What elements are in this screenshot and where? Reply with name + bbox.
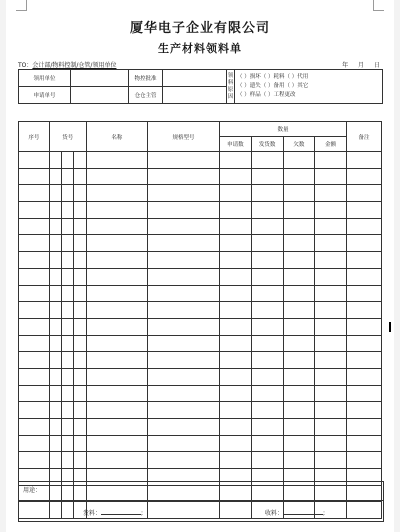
table-cell[interactable]	[49, 335, 61, 352]
table-cell[interactable]	[148, 435, 220, 452]
table-cell[interactable]	[49, 252, 61, 269]
table-cell[interactable]	[251, 452, 283, 469]
table-cell[interactable]	[347, 218, 382, 235]
table-cell[interactable]	[19, 318, 50, 335]
table-cell[interactable]	[19, 402, 50, 419]
table-cell[interactable]	[347, 385, 382, 402]
table-cell[interactable]	[219, 352, 251, 369]
table-row	[19, 419, 382, 436]
table-cell[interactable]	[148, 218, 220, 235]
table-cell[interactable]	[62, 385, 74, 402]
table-cell[interactable]	[347, 285, 382, 302]
table-row	[19, 235, 382, 252]
date-day: 日	[373, 62, 380, 69]
table-cell[interactable]	[74, 252, 86, 269]
table-cell[interactable]	[148, 352, 220, 369]
table-cell[interactable]	[74, 335, 86, 352]
table-cell[interactable]	[19, 152, 50, 169]
table-cell[interactable]	[251, 235, 283, 252]
col-remarks: 备注	[347, 122, 382, 152]
table-cell[interactable]	[347, 419, 382, 436]
table-row	[19, 318, 382, 335]
table-cell[interactable]	[19, 235, 50, 252]
table-cell[interactable]	[283, 235, 315, 252]
table-cell[interactable]	[315, 268, 347, 285]
col-owed: 欠数	[283, 137, 315, 152]
table-cell[interactable]	[251, 218, 283, 235]
table-cell[interactable]	[148, 168, 220, 185]
recipients-prefix: TO：	[18, 62, 33, 69]
table-cell[interactable]	[49, 318, 61, 335]
table-cell[interactable]	[49, 452, 61, 469]
table-cell[interactable]	[347, 268, 382, 285]
table-cell[interactable]	[251, 419, 283, 436]
col-spec: 规格型号	[148, 122, 220, 152]
table-cell[interactable]	[148, 318, 220, 335]
table-cell[interactable]	[148, 185, 220, 202]
table-cell[interactable]	[283, 252, 315, 269]
table-cell[interactable]	[251, 368, 283, 385]
table-row	[19, 335, 382, 352]
table-cell[interactable]	[315, 452, 347, 469]
table-cell[interactable]	[86, 435, 148, 452]
table-cell[interactable]	[74, 268, 86, 285]
table-cell[interactable]	[283, 285, 315, 302]
table-row	[19, 168, 382, 185]
table-cell[interactable]	[283, 168, 315, 185]
table-cell[interactable]	[49, 235, 61, 252]
table-cell[interactable]	[315, 402, 347, 419]
table-cell[interactable]	[148, 202, 220, 219]
table-cell[interactable]	[49, 385, 61, 402]
table-cell[interactable]	[86, 185, 148, 202]
table-cell[interactable]	[74, 419, 86, 436]
col-amount: 金额	[315, 137, 347, 152]
table-cell[interactable]	[49, 218, 61, 235]
request-no-field[interactable]	[71, 87, 129, 104]
form-title: 生产材料领料单	[158, 42, 242, 55]
table-cell[interactable]	[49, 402, 61, 419]
col-requested: 申请数	[219, 137, 251, 152]
table-cell[interactable]	[219, 318, 251, 335]
table-cell[interactable]	[49, 202, 61, 219]
table-cell[interactable]	[62, 185, 74, 202]
table-cell[interactable]	[219, 285, 251, 302]
col-seq: 序号	[19, 122, 50, 152]
table-cell[interactable]	[19, 168, 50, 185]
table-cell[interactable]	[283, 352, 315, 369]
table-cell[interactable]	[347, 368, 382, 385]
table-row	[19, 152, 382, 169]
table-cell[interactable]	[74, 318, 86, 335]
crop-mark-top-left	[16, 0, 27, 11]
purpose-label: 用途：	[23, 487, 42, 494]
table-cell[interactable]	[251, 252, 283, 269]
table-cell[interactable]	[62, 335, 74, 352]
table-cell[interactable]	[219, 385, 251, 402]
text-cursor	[389, 322, 391, 332]
table-row	[19, 368, 382, 385]
table-cell[interactable]	[19, 368, 50, 385]
table-cell[interactable]	[49, 352, 61, 369]
table-cell[interactable]	[283, 368, 315, 385]
table-cell[interactable]	[347, 252, 382, 269]
table-cell[interactable]	[315, 285, 347, 302]
table-cell[interactable]	[49, 268, 61, 285]
table-cell[interactable]	[86, 402, 148, 419]
table-cell[interactable]	[62, 235, 74, 252]
col-name: 名称	[86, 122, 148, 152]
table-cell[interactable]	[219, 368, 251, 385]
table-cell[interactable]	[283, 185, 315, 202]
table-cell[interactable]	[347, 335, 382, 352]
dept-field[interactable]	[71, 70, 129, 87]
table-cell[interactable]	[86, 452, 148, 469]
table-cell[interactable]	[219, 435, 251, 452]
col-part-no: 货号	[49, 122, 86, 152]
table-cell[interactable]	[315, 318, 347, 335]
table-cell[interactable]	[283, 302, 315, 319]
table-cell[interactable]	[62, 419, 74, 436]
table-cell[interactable]	[315, 352, 347, 369]
table-cell[interactable]	[49, 302, 61, 319]
recipients-line	[18, 60, 116, 69]
table-cell[interactable]	[219, 419, 251, 436]
table-cell[interactable]	[283, 435, 315, 452]
table-cell[interactable]	[251, 335, 283, 352]
table-cell[interactable]	[86, 368, 148, 385]
table-cell[interactable]	[315, 235, 347, 252]
approval-label: 物控批准	[129, 70, 163, 87]
table-cell[interactable]	[315, 168, 347, 185]
info-table	[18, 69, 383, 104]
table-cell[interactable]	[251, 302, 283, 319]
table-cell[interactable]	[315, 335, 347, 352]
col-quantity: 数量	[219, 122, 346, 137]
table-cell[interactable]	[86, 385, 148, 402]
table-cell[interactable]	[219, 402, 251, 419]
table-row	[19, 385, 382, 402]
table-cell[interactable]	[283, 202, 315, 219]
table-cell[interactable]	[251, 185, 283, 202]
table-cell[interactable]	[283, 318, 315, 335]
table-cell[interactable]	[19, 335, 50, 352]
table-cell[interactable]	[74, 218, 86, 235]
table-cell[interactable]	[315, 368, 347, 385]
table-cell[interactable]	[19, 452, 50, 469]
table-cell[interactable]	[86, 152, 148, 169]
table-cell[interactable]	[49, 285, 61, 302]
warehouse-field[interactable]	[163, 87, 227, 104]
table-cell[interactable]	[86, 419, 148, 436]
date-line	[342, 60, 380, 69]
table-cell[interactable]	[19, 285, 50, 302]
table-cell[interactable]	[74, 352, 86, 369]
table-cell[interactable]	[315, 419, 347, 436]
table-cell[interactable]	[19, 419, 50, 436]
table-cell[interactable]	[49, 168, 61, 185]
table-cell[interactable]	[148, 252, 220, 269]
company-name: 厦华电子企业有限公司	[129, 21, 270, 36]
table-cell[interactable]	[62, 252, 74, 269]
table-cell[interactable]	[283, 268, 315, 285]
table-cell[interactable]	[315, 302, 347, 319]
table-cell[interactable]	[219, 152, 251, 169]
table-cell[interactable]	[62, 402, 74, 419]
table-cell[interactable]	[219, 168, 251, 185]
table-cell[interactable]	[347, 302, 382, 319]
table-cell[interactable]	[62, 318, 74, 335]
table-cell[interactable]	[62, 218, 74, 235]
table-cell[interactable]	[49, 185, 61, 202]
table-cell[interactable]	[86, 168, 148, 185]
table-cell[interactable]	[219, 185, 251, 202]
table-cell[interactable]	[86, 235, 148, 252]
table-cell[interactable]	[347, 202, 382, 219]
table-row	[19, 185, 382, 202]
table-cell[interactable]	[74, 435, 86, 452]
table-cell[interactable]	[74, 152, 86, 169]
table-cell[interactable]	[315, 218, 347, 235]
materials-table	[18, 121, 382, 519]
table-cell[interactable]	[219, 268, 251, 285]
table-cell[interactable]	[283, 335, 315, 352]
table-cell[interactable]	[315, 435, 347, 452]
table-cell[interactable]	[86, 252, 148, 269]
table-cell[interactable]	[148, 419, 220, 436]
table-cell[interactable]	[148, 285, 220, 302]
table-cell[interactable]	[49, 368, 61, 385]
table-cell[interactable]	[148, 452, 220, 469]
table-cell[interactable]	[74, 302, 86, 319]
table-cell[interactable]	[148, 235, 220, 252]
table-cell[interactable]	[251, 402, 283, 419]
table-cell[interactable]	[49, 435, 61, 452]
table-cell[interactable]	[148, 335, 220, 352]
table-cell[interactable]	[315, 152, 347, 169]
table-cell[interactable]	[219, 252, 251, 269]
table-cell[interactable]	[86, 218, 148, 235]
table-cell[interactable]	[251, 435, 283, 452]
table-row	[19, 285, 382, 302]
table-cell[interactable]	[347, 352, 382, 369]
table-cell[interactable]	[49, 152, 61, 169]
table-cell[interactable]	[62, 268, 74, 285]
table-cell[interactable]	[219, 218, 251, 235]
table-cell[interactable]	[251, 318, 283, 335]
table-cell[interactable]	[315, 202, 347, 219]
table-cell[interactable]	[86, 318, 148, 335]
table-cell[interactable]	[219, 452, 251, 469]
table-row	[19, 268, 382, 285]
table-cell[interactable]	[251, 285, 283, 302]
table-cell[interactable]	[315, 385, 347, 402]
materials-rows	[19, 152, 382, 519]
table-cell[interactable]	[19, 185, 50, 202]
table-cell[interactable]	[148, 268, 220, 285]
table-cell[interactable]	[251, 268, 283, 285]
table-cell[interactable]	[219, 302, 251, 319]
table-row	[19, 252, 382, 269]
table-row	[19, 202, 382, 219]
table-cell[interactable]	[251, 385, 283, 402]
table-cell[interactable]	[74, 235, 86, 252]
crop-mark-top-right	[373, 0, 384, 11]
table-cell[interactable]	[251, 168, 283, 185]
table-cell[interactable]	[86, 268, 148, 285]
table-cell[interactable]	[347, 235, 382, 252]
table-cell[interactable]	[74, 368, 86, 385]
table-row	[19, 218, 382, 235]
table-cell[interactable]	[19, 218, 50, 235]
table-cell[interactable]	[74, 185, 86, 202]
table-cell[interactable]	[283, 419, 315, 436]
dept-label: 领用单位	[19, 70, 71, 87]
table-row	[19, 402, 382, 419]
table-cell[interactable]	[347, 168, 382, 185]
table-cell[interactable]	[74, 202, 86, 219]
table-cell[interactable]	[19, 202, 50, 219]
table-cell[interactable]	[62, 152, 74, 169]
table-row	[19, 302, 382, 319]
warehouse-label: 仓仓主管	[129, 87, 163, 104]
col-issued: 发货数	[251, 137, 283, 152]
table-row	[19, 452, 382, 469]
table-row	[19, 435, 382, 452]
table-cell[interactable]	[315, 252, 347, 269]
table-cell[interactable]	[347, 452, 382, 469]
date-month: 月	[358, 62, 365, 69]
table-cell[interactable]	[19, 352, 50, 369]
table-cell[interactable]	[86, 202, 148, 219]
table-cell[interactable]	[283, 402, 315, 419]
table-cell[interactable]	[251, 152, 283, 169]
table-cell[interactable]	[347, 318, 382, 335]
table-cell[interactable]	[19, 435, 50, 452]
table-cell[interactable]	[19, 268, 50, 285]
table-cell[interactable]	[62, 302, 74, 319]
table-cell[interactable]	[219, 335, 251, 352]
table-cell[interactable]	[315, 185, 347, 202]
table-cell[interactable]	[62, 285, 74, 302]
table-cell[interactable]	[86, 335, 148, 352]
table-cell[interactable]	[283, 218, 315, 235]
signature-row	[18, 500, 384, 522]
table-cell[interactable]	[19, 302, 50, 319]
table-cell[interactable]	[74, 385, 86, 402]
table-cell[interactable]	[19, 252, 50, 269]
table-cell[interactable]	[283, 385, 315, 402]
usage-reason-options[interactable]: （ ）损坏（ ）耗料（ ）代用 （ ）遗失（ ）备用（ ）其它 （ ）样品（ ）工程更改	[235, 70, 383, 104]
table-cell[interactable]	[62, 352, 74, 369]
table-cell[interactable]	[251, 352, 283, 369]
table-cell[interactable]	[347, 152, 382, 169]
table-cell[interactable]	[148, 368, 220, 385]
table-cell[interactable]	[74, 285, 86, 302]
document-page	[6, 0, 394, 532]
table-cell[interactable]	[251, 202, 283, 219]
purpose-row[interactable]	[18, 481, 384, 500]
table-cell[interactable]	[62, 368, 74, 385]
table-cell[interactable]	[62, 168, 74, 185]
table-cell[interactable]	[347, 435, 382, 452]
table-row	[19, 352, 382, 369]
table-cell[interactable]	[86, 302, 148, 319]
table-cell[interactable]	[86, 352, 148, 369]
table-cell[interactable]	[148, 385, 220, 402]
table-cell[interactable]	[219, 202, 251, 219]
table-cell[interactable]	[283, 452, 315, 469]
table-cell[interactable]	[62, 435, 74, 452]
table-cell[interactable]	[74, 402, 86, 419]
approval-field[interactable]	[163, 70, 227, 87]
recipients-list: 会计部/物料控制/仓管/领用单位	[32, 62, 117, 69]
table-cell[interactable]	[74, 452, 86, 469]
table-cell[interactable]	[148, 402, 220, 419]
usage-reason-label: 领 料 原 因	[227, 70, 235, 104]
request-no-label: 申请单号	[19, 87, 71, 104]
table-cell[interactable]	[148, 152, 220, 169]
table-cell[interactable]	[283, 152, 315, 169]
table-cell[interactable]	[19, 385, 50, 402]
receiver-signature[interactable]: 收料： ;	[265, 510, 326, 517]
table-cell[interactable]	[219, 235, 251, 252]
table-cell[interactable]	[49, 419, 61, 436]
table-cell[interactable]	[347, 402, 382, 419]
table-cell[interactable]	[148, 302, 220, 319]
table-cell[interactable]	[62, 202, 74, 219]
issuer-signature[interactable]: 发料： ;	[83, 510, 144, 517]
table-cell[interactable]	[86, 285, 148, 302]
table-cell[interactable]	[347, 185, 382, 202]
table-cell[interactable]	[74, 168, 86, 185]
date-year: 年	[342, 62, 349, 69]
table-cell[interactable]	[62, 452, 74, 469]
